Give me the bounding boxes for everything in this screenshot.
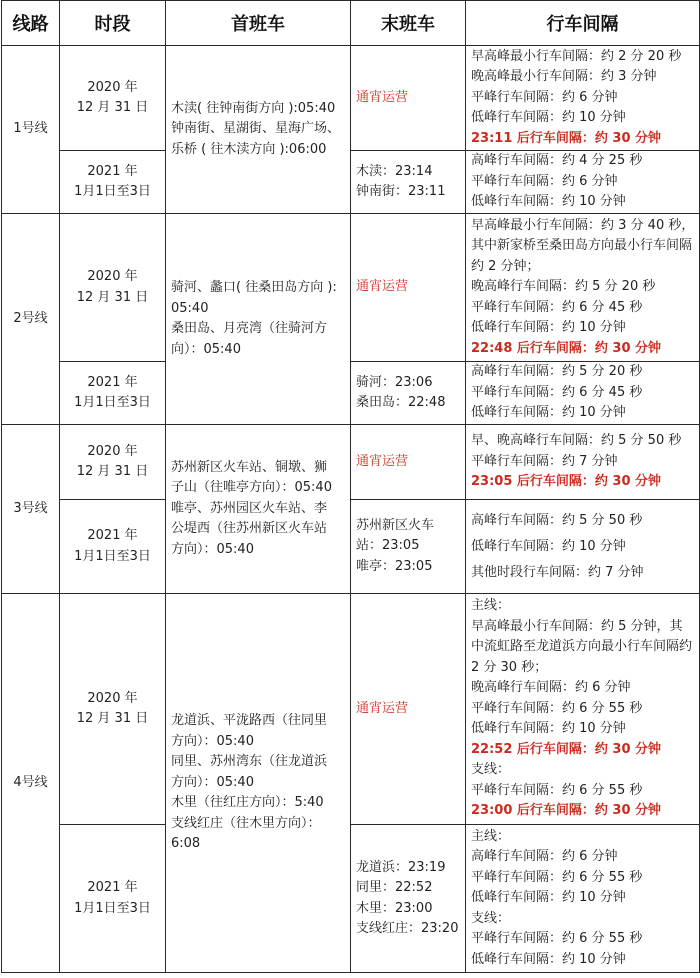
- table-row: [2, 151, 700, 214]
- cell-text-line: 2020 年: [87, 443, 138, 459]
- cell-text-line: 桑田岛、月亮湾（往骑河方: [171, 321, 328, 336]
- cell-text-line: 低峰行车间隔：约 10 分钟: [471, 405, 626, 421]
- cell-text-line: 平峰行车间隔：约 6 分 55 秒: [471, 869, 643, 885]
- line-name: 3号线: [2, 425, 60, 594]
- cell-text-line: 低峰行车间隔：约 10 分钟: [471, 538, 626, 554]
- period-cell: [60, 151, 166, 214]
- period-cell: [60, 825, 166, 973]
- cell-text-line: 唯亭：23:05: [356, 558, 433, 574]
- schedule-table: [1, 0, 700, 973]
- cell-text-line: 苏州新区火车: [356, 517, 435, 533]
- cell-text-line: 晚高峰行车间隔：约 5 分 20 秒: [471, 279, 656, 295]
- cell-text-line: 2020 年: [87, 690, 138, 706]
- cell-text-line: 子山（往唯亭方向）：05:40: [171, 480, 332, 496]
- cell-text-line: 早高峰最小行车间隔：约 2 分 20 秒: [471, 48, 682, 64]
- cell-text-line: 公堤西（往苏州新区火车站: [171, 521, 328, 537]
- cell-text-line: 2020 年: [87, 79, 138, 95]
- cell-text-line: 低峰行车间隔：约 10 分钟: [471, 320, 626, 336]
- cell-text-line: 早高峰最小行车间隔：约 5 分钟，其中流虹路至龙道浜方向最小行车间隔约 2 分 30 秒；: [471, 618, 693, 675]
- cell-text-line: 钟南街、星湖街、星海广场、: [171, 121, 341, 137]
- cell-text-line: 低峰行车间隔：约 10 分钟: [471, 721, 626, 737]
- table-row: [2, 500, 700, 594]
- cell-text-line: 平峰行车间隔：约 6 分 45 秒: [471, 384, 643, 400]
- cell-text-line: 1月1日至3日: [74, 184, 151, 199]
- interval-cell: [466, 594, 700, 825]
- cell-text-line: 主线：: [471, 598, 511, 614]
- period-cell: [60, 214, 166, 362]
- cell-text-line: 木里（往红庄方向）：5:40: [171, 795, 324, 811]
- header-period: 时段: [60, 1, 166, 46]
- cell-text-line: 龙道浜、平泷路西（往同里: [171, 713, 328, 729]
- first-train-cell: [166, 214, 351, 425]
- cell-text-line: 2021 年: [87, 163, 138, 179]
- header-first-train: 首班车: [166, 1, 351, 46]
- period-cell: [60, 500, 166, 594]
- cell-text-line: 其他时段行车间隔：约 7 分钟: [471, 564, 644, 580]
- period-cell: [60, 46, 166, 151]
- cell-text-line: 主线：: [471, 828, 511, 844]
- cell-text-line: 同里、苏州湾东（往龙道浜: [171, 754, 328, 770]
- period-cell: [60, 362, 166, 425]
- cell-text-line: 2021 年: [87, 880, 138, 895]
- cell-text-line: 骑河、蠡口( 往桑田岛方向 ):: [171, 280, 337, 295]
- cell-text-line: 1月1日至3日: [74, 900, 151, 916]
- overnight-badge: 通宵运营: [356, 453, 409, 469]
- cell-text-line: 龙道浜：23:19: [356, 859, 446, 875]
- interval-cell: [466, 500, 700, 594]
- first-train-cell: [166, 46, 351, 214]
- cell-text-line: 23:05 后行车间隔：约 30 分钟: [471, 474, 662, 490]
- cell-text-line: 低峰行车间隔：约 10 分钟: [471, 194, 626, 210]
- cell-text-line: 23:00 后行车间隔：约 30 分钟: [471, 803, 662, 819]
- period-cell: [60, 594, 166, 825]
- cell-text-line: 木渎( 往钟南街方向 ):05:40: [171, 100, 336, 116]
- cell-text-line: 方向）：05:40: [171, 733, 254, 749]
- cell-text-line: 高峰行车间隔：约 6 分钟: [471, 849, 618, 865]
- interval-cell: [466, 425, 700, 500]
- last-train-cell: [351, 362, 466, 425]
- last-train-cell: [351, 825, 466, 973]
- first-train-cell: [166, 425, 351, 594]
- cell-text-line: 向）：05:40: [171, 341, 241, 357]
- line-name: 2号线: [2, 214, 60, 425]
- interval-cell: [466, 362, 700, 425]
- last-train-cell: [351, 594, 466, 825]
- interval-cell: [466, 214, 700, 362]
- header-line: 线路: [2, 1, 60, 46]
- table-row: [2, 214, 700, 362]
- last-train-cell: [351, 46, 466, 151]
- cell-text-line: 高峰行车间隔：约 4 分 25 秒: [471, 153, 643, 169]
- cell-text-line: 方向）：05:40: [171, 541, 254, 557]
- cell-text-line: 同里：22:52: [356, 880, 433, 895]
- cell-text-line: 23:11 后行车间隔：约 30 分钟: [471, 130, 662, 146]
- table-row: [2, 594, 700, 825]
- cell-text-line: 站：23:05: [356, 538, 420, 554]
- cell-text-line: 平峰行车间隔：约 6 分钟: [471, 173, 618, 189]
- cell-text-line: 乐桥 ( 往木渎方向 ):06:00: [171, 141, 327, 157]
- cell-text-line: 22:52 后行车间隔：约 30 分钟: [471, 741, 662, 757]
- cell-text-line: 骑河：23:06: [356, 374, 433, 390]
- cell-text-line: 平峰行车间隔：约 6 分 45 秒: [471, 299, 643, 315]
- last-train-cell: [351, 214, 466, 362]
- cell-text-line: 12 月 31 日: [76, 464, 149, 479]
- cell-text-line: 苏州新区火车站、铜墩、狮: [171, 459, 328, 475]
- cell-text-line: 低峰行车间隔：约 10 分钟: [471, 951, 626, 967]
- last-train-cell: [351, 500, 466, 594]
- cell-text-line: 低峰行车间隔：约 10 分钟: [471, 890, 626, 906]
- cell-text-line: 1月1日至3日: [74, 548, 151, 564]
- period-cell: [60, 425, 166, 500]
- table-row: [2, 362, 700, 425]
- cell-text-line: 低峰行车间隔：约 10 分钟: [471, 110, 626, 126]
- cell-text-line: 桑田岛：22:48: [356, 395, 446, 410]
- interval-cell: [466, 46, 700, 151]
- cell-text-line: 1月1日至3日: [74, 395, 151, 410]
- header-last-train: 末班车: [351, 1, 466, 46]
- cell-text-line: 高峰行车间隔：约 5 分 20 秒: [471, 364, 643, 380]
- cell-text-line: 05:40: [171, 300, 209, 316]
- cell-text-line: 12 月 31 日: [76, 289, 149, 305]
- cell-text-line: 2020 年: [87, 269, 138, 284]
- line-name: 1号线: [2, 46, 60, 214]
- cell-text-line: 木里：23:00: [356, 900, 433, 916]
- cell-text-line: 钟南街：23:11: [356, 184, 446, 199]
- cell-text-line: 支线红庄（往木里方向）：: [171, 815, 321, 831]
- cell-text-line: 平峰行车间隔：约 6 分 55 秒: [471, 782, 643, 798]
- table-row: [2, 46, 700, 151]
- header-interval: 行车间隔: [466, 1, 700, 46]
- table-row: [2, 425, 700, 500]
- cell-text-line: 支线：: [471, 762, 511, 778]
- overnight-badge: 通宵运营: [356, 279, 409, 295]
- interval-cell: [466, 825, 700, 973]
- cell-text-line: 支线：: [471, 910, 511, 926]
- interval-cell: [466, 151, 700, 214]
- cell-text-line: 平峰行车间隔：约 7 分钟: [471, 453, 618, 469]
- last-train-cell: [351, 151, 466, 214]
- header-row: [2, 1, 700, 46]
- overnight-badge: 通宵运营: [356, 700, 409, 716]
- cell-text-line: 平峰行车间隔：约 6 分钟: [471, 89, 618, 105]
- cell-text-line: 方向）：05:40: [171, 774, 254, 790]
- last-train-cell: [351, 425, 466, 500]
- cell-text-line: 6:08: [171, 836, 201, 852]
- cell-text-line: 12 月 31 日: [76, 100, 149, 115]
- cell-text-line: 平峰行车间隔：约 6 分 55 秒: [471, 700, 643, 716]
- cell-text-line: 早高峰最小行车间隔：约 3 分 40 秒，其中新家桥至桑田岛方向最小行车间隔约 2 分钟；: [471, 217, 695, 274]
- cell-text-line: 平峰行车间隔：约 6 分 55 秒: [471, 931, 643, 947]
- cell-text-line: 22:48 后行车间隔：约 30 分钟: [471, 340, 662, 356]
- cell-text-line: 早、晚高峰行车间隔：约 5 分 50 秒: [471, 433, 682, 449]
- cell-text-line: 木渎：23:14: [356, 163, 433, 179]
- cell-text-line: 晚高峰最小行车间隔：约 3 分钟: [471, 69, 657, 85]
- cell-text-line: 唯亭、苏州园区火车站、李: [171, 500, 328, 516]
- cell-text-line: 晚高峰行车间隔：约 6 分钟: [471, 680, 631, 696]
- first-train-cell: [166, 594, 351, 973]
- cell-text-line: 支线红庄：23:20: [356, 921, 459, 936]
- cell-text-line: 2021 年: [87, 374, 138, 390]
- cell-text-line: 高峰行车间隔：约 5 分 50 秒: [471, 512, 643, 528]
- line-name: 4号线: [2, 594, 60, 973]
- table-row: [2, 825, 700, 973]
- cell-text-line: 2021 年: [87, 528, 138, 543]
- cell-text-line: 12 月 31 日: [76, 711, 149, 726]
- overnight-badge: 通宵运营: [356, 89, 409, 105]
